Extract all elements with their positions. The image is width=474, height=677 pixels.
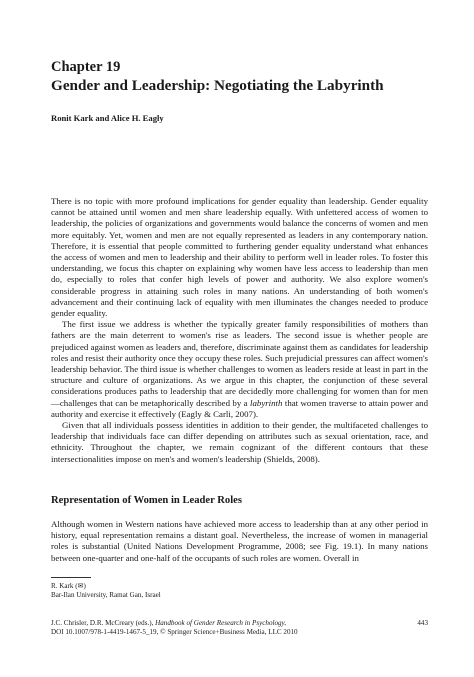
paragraph-text: that women traverse to attain power and authority and exercise it effectively (Eagly & Carli, 2007). [51, 397, 428, 419]
emphasized-term: labyrinth [250, 397, 283, 408]
intro-paragraph-2 [51, 319, 428, 420]
section-text [51, 519, 428, 564]
page-number: 443 [417, 619, 428, 627]
footnote-divider [51, 577, 91, 578]
author-footnote-affiliation: Bar-Ilan University, Ramat Gan, Israel [51, 591, 161, 599]
author-footnote-name: R. Kark (✉) [51, 582, 86, 590]
paragraph-text: The first issue we address is whether the typically greater family responsibilities of mothers than fathers are the main deterrent to women's rise as leaders. The second issue is whether people are prejudiced against women as leaders and, therefore, discriminate against them as candidates for leadership roles and resist their authority once they occupy these roles. Such prejudicial pressures can affect women's leadership behavior. The third issue is whether challenges to women as leaders reside at least in part in the structure and culture of organizations. As we argue in this chapter, the conjunction of these several considerations produces paths to leadership that are decidedly more challenging for women than for men—challenges that can be metaphorically described by a [51, 319, 428, 408]
source-editors: J.C. Chrisler, D.R. McCreary (eds.), [51, 619, 156, 627]
source-book-title: Handbook of Gender Research in Psychology, [155, 619, 287, 627]
section-heading: Representation of Women in Leader Roles [51, 495, 242, 506]
source-doi: DOI 10.1007/978-1-4419-1467-5_19, © Springer Science+Business Media, LLC 2010 [51, 628, 298, 636]
intro-paragraph-3: Given that all individuals possess identities in addition to their gender, the multifaceted challenges to leadership that individuals face can differ depending on attributes such as sexual orientation, race, and ethnicity. Throughout the chapter, we remain cognizant of the different contours that these intersectionalities impose on men's and women's leadership (Shields, 2008). [51, 420, 428, 464]
source-citation [51, 619, 286, 628]
section-paragraph: Although women in Western nations have achieved more access to leadership than at any other period in history, equal representation remains a distant goal. Nevertheless, the increase of women in managerial roles is substantial (United Nations Development Programme, 2008; see Fig. 19.1). In many nations between one-quarter and one-half of the occupants of such roles are women. Overall in [51, 519, 428, 563]
intro-paragraph-1: There is no topic with more profound implications for gender equality than leadership. Gender equality cannot be attained until women and men share leadership equally. With unfettered access of women to leadership, the policies of organizations and governments would balance the concerns of women and men more equitably. Yet, women and men are not equally represented as leaders in any contemporary nation. Therefore, it is essential that people committed to furthering gender equality understand what enhances the access of women and men to leadership and their ability to perform well in leader roles. To foster this understanding, we focus this chapter on explaining why women have less access to leadership than men do, especially to roles that confer high levels of power and authority. We also explore women's considerable progress in attaining such roles in many nations. An understanding of both women's advancement and their continuing lack of equality with men illuminates the changes needed to produce gender equality. [51, 196, 428, 319]
chapter-authors: Ronit Kark and Alice H. Eagly [51, 113, 164, 123]
chapter-label: Chapter 19 [51, 59, 121, 75]
chapter-title: Gender and Leadership: Negotiating the Labyrinth [51, 77, 384, 94]
intro-text [51, 196, 428, 465]
